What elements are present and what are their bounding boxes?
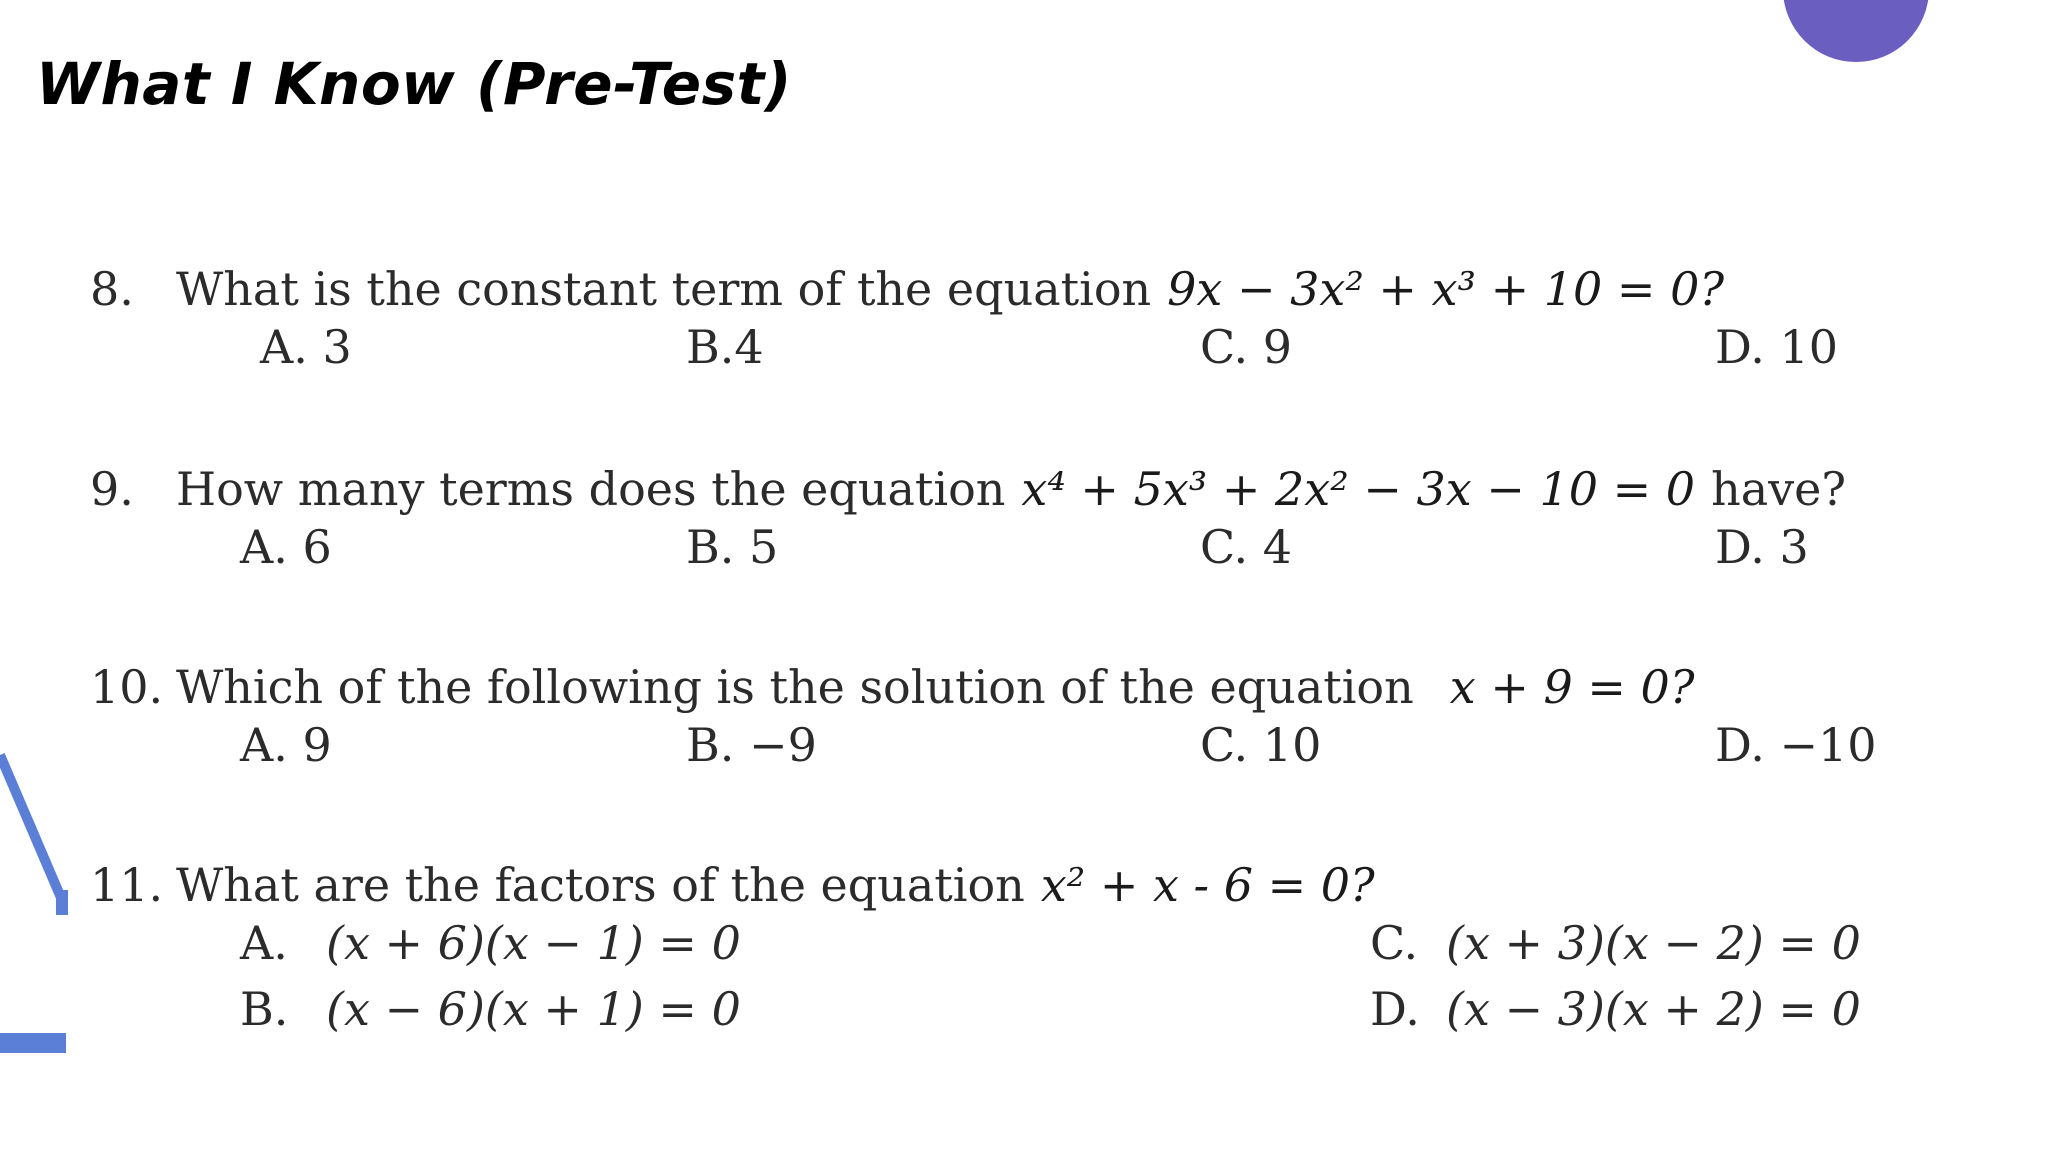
option-d[interactable]: D. 10: [1715, 320, 1839, 374]
option-b[interactable]: B. 5: [686, 520, 779, 574]
question-equation: x + 9 = 0?: [1449, 660, 1695, 714]
option-d[interactable]: D. 3: [1715, 520, 1809, 574]
page-title: What I Know (Pre-Test): [36, 50, 792, 118]
question-stem: [90, 462, 1990, 516]
option-label: D.: [1370, 982, 1420, 1036]
question-text: What is the constant term of the equation: [176, 262, 1152, 316]
question-stem: [90, 858, 1990, 912]
question-equation: 9x − 3x² + x³ + 10 = 0?: [1167, 262, 1725, 316]
answer-options: [90, 912, 1990, 1044]
decorative-circle: [1783, 0, 1929, 62]
option-label: C.: [1370, 916, 1419, 970]
option-a[interactable]: [240, 916, 741, 970]
option-a[interactable]: A. 9: [240, 718, 332, 772]
option-d[interactable]: [1370, 982, 1861, 1036]
question-9: [90, 462, 1990, 582]
answer-options: [90, 516, 1990, 582]
question-number: 9.: [90, 462, 134, 516]
question-8: [90, 262, 1990, 382]
option-b[interactable]: B.4: [686, 320, 764, 374]
option-c[interactable]: [1370, 916, 1861, 970]
option-b[interactable]: B. −9: [686, 718, 817, 772]
question-stem: [90, 262, 1990, 316]
option-b[interactable]: [240, 982, 741, 1036]
option-value: (x + 6)(x − 1) = 0: [326, 916, 741, 970]
question-equation: x² + x - 6 = 0?: [1040, 858, 1375, 912]
question-text: What are the factors of the equation: [176, 858, 1025, 912]
option-c[interactable]: C. 9: [1200, 320, 1293, 374]
option-d[interactable]: D. −10: [1715, 718, 1877, 772]
option-label: B.: [240, 982, 289, 1036]
option-a[interactable]: A. 3: [260, 320, 352, 374]
question-number: 11.: [90, 858, 164, 912]
option-value: (x − 6)(x + 1) = 0: [326, 982, 741, 1036]
option-c[interactable]: C. 4: [1200, 520, 1293, 574]
question-number: 8.: [90, 262, 134, 316]
question-equation: x⁴ + 5x³ + 2x² − 3x − 10 = 0: [1021, 462, 1696, 516]
question-10: [90, 660, 1990, 780]
decorative-triangle: [0, 740, 70, 1060]
question-stem: [90, 660, 1990, 714]
question-11: [90, 858, 1990, 1044]
option-value: (x − 3)(x + 2) = 0: [1446, 982, 1861, 1036]
question-tail: have?: [1711, 462, 1846, 516]
option-value: (x + 3)(x − 2) = 0: [1446, 916, 1861, 970]
option-a[interactable]: A. 6: [240, 520, 332, 574]
answer-options: [90, 714, 1990, 780]
option-label: A.: [240, 916, 288, 970]
answer-options: [90, 316, 1990, 382]
question-text: How many terms does the equation: [176, 462, 1006, 516]
option-c[interactable]: C. 10: [1200, 718, 1322, 772]
question-text: Which of the following is the solution of the equation: [176, 660, 1414, 714]
question-number: 10.: [90, 660, 164, 714]
